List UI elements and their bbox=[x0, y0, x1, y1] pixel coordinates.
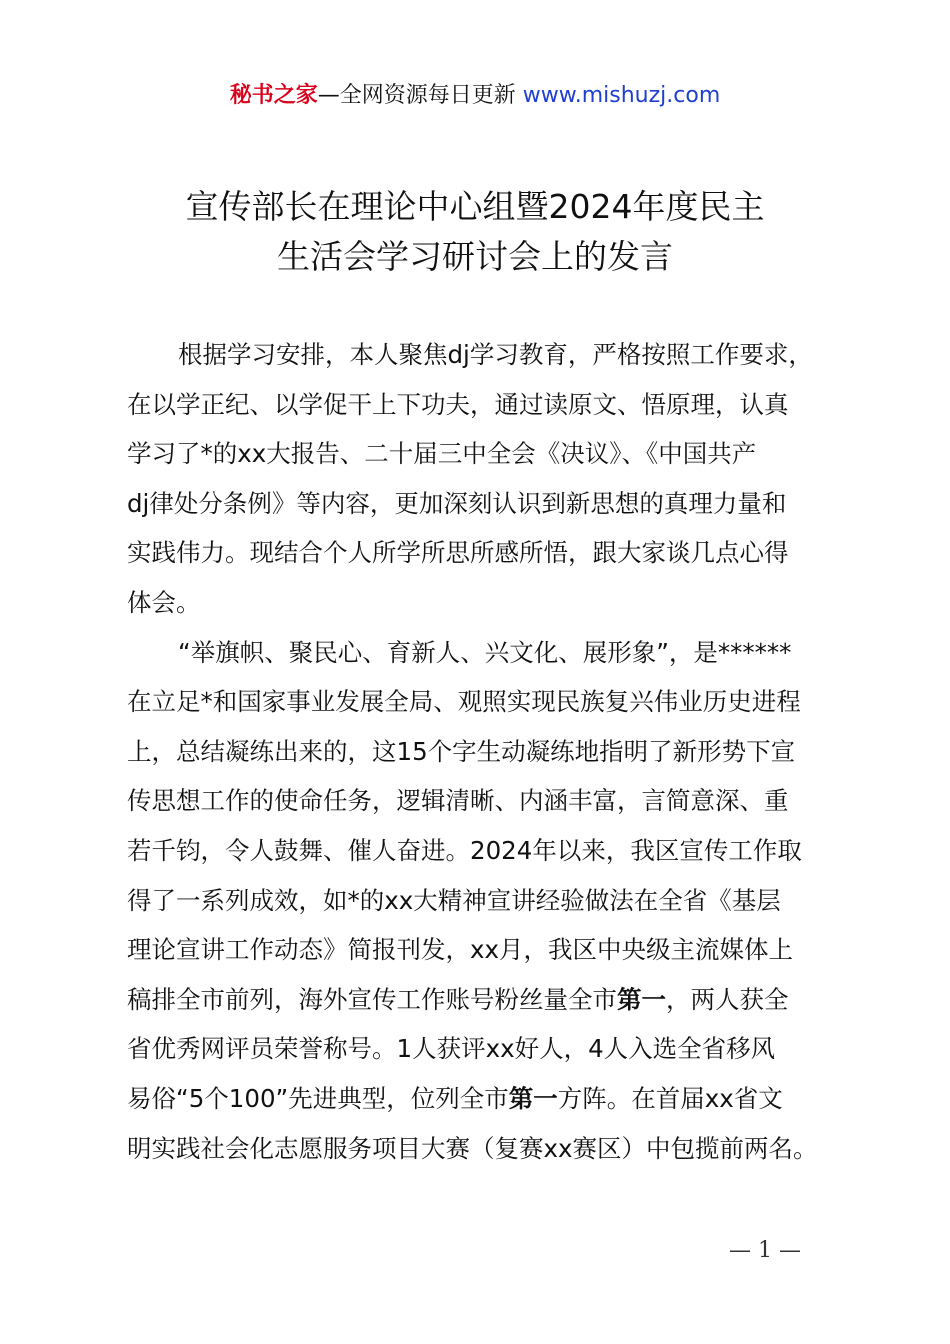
text-line: 省优秀网评员荣誉称号。1人获评xx好人，4人入选全省移风 bbox=[127, 1034, 776, 1064]
text-line: 若千钧，令人鼓舞、催人奋进。2024年以来，我区宣传工作取 bbox=[127, 835, 802, 865]
site-header bbox=[0, 80, 950, 112]
site-brand: 秘书之家 bbox=[229, 83, 318, 108]
emphasis-text: 第一 bbox=[508, 1083, 558, 1113]
text-line bbox=[127, 1074, 857, 1124]
title-line-2: 生活会学习研讨会上的发言 bbox=[277, 237, 673, 276]
text-line: 体会。 bbox=[127, 587, 201, 617]
paragraph-1 bbox=[127, 330, 857, 628]
text-line bbox=[127, 975, 857, 1025]
site-tagline: —全网资源每日更新 bbox=[317, 83, 523, 108]
document-body bbox=[127, 330, 857, 1173]
text-line: 实践伟力。现结合个人所学所思所感所悟，跟大家谈几点心得 bbox=[127, 538, 789, 568]
text-segment: ，两人获全 bbox=[666, 984, 789, 1014]
text-line: 明实践社会化志愿服务项目大赛（复赛xx赛区）中包揽前两名。 bbox=[127, 1133, 818, 1163]
text-line: dj律处分条例》等内容，更加深刻认识到新思想的真理力量和 bbox=[127, 488, 787, 518]
text-segment: 易俗“5个100”先进典型，位列全市 bbox=[127, 1083, 509, 1113]
text-line: 在以学正纪、以学促干上下功夫，通过读原文、悟原理，认真 bbox=[127, 389, 789, 419]
text-line: 理论宣讲工作动态》简报刊发，xx月，我区中央级主流媒体上 bbox=[127, 935, 793, 965]
title-line-1: 宣传部长在理论中心组暨2024年度民主 bbox=[185, 187, 765, 226]
text-line: 得了一系列成效，如*的xx大精神宣讲经验做法在全省《基层 bbox=[127, 885, 781, 915]
text-line: 传思想工作的使命任务，逻辑清晰、内涵丰富，言简意深、重 bbox=[127, 786, 789, 816]
text-line: 学习了*的xx大报告、二十届三中全会《决议》、《中国共产 bbox=[127, 439, 757, 469]
site-url-link[interactable]: www.mishuzj.com bbox=[522, 83, 721, 108]
text-segment: 方阵。在首届xx省文 bbox=[557, 1083, 783, 1113]
text-line: “举旗帜、聚民心、育新人、兴文化、展形象”，是****** bbox=[178, 637, 792, 667]
text-line: 根据学习安排，本人聚焦dj学习教育，严格按照工作要求， bbox=[178, 340, 813, 369]
text-line: 上，总结凝练出来的，这15个字生动凝练地指明了新形势下宣 bbox=[127, 736, 796, 766]
emphasis-text: 第一 bbox=[617, 984, 666, 1014]
document-title bbox=[60, 182, 890, 282]
paragraph-2 bbox=[127, 628, 857, 1174]
text-line: 在立足*和国家事业发展全局、观照实现民族复兴伟业历史进程 bbox=[127, 687, 801, 717]
text-segment: 稿排全市前列，海外宣传工作账号粉丝量全市 bbox=[127, 984, 617, 1014]
page-number: — 1 — bbox=[729, 1238, 801, 1263]
